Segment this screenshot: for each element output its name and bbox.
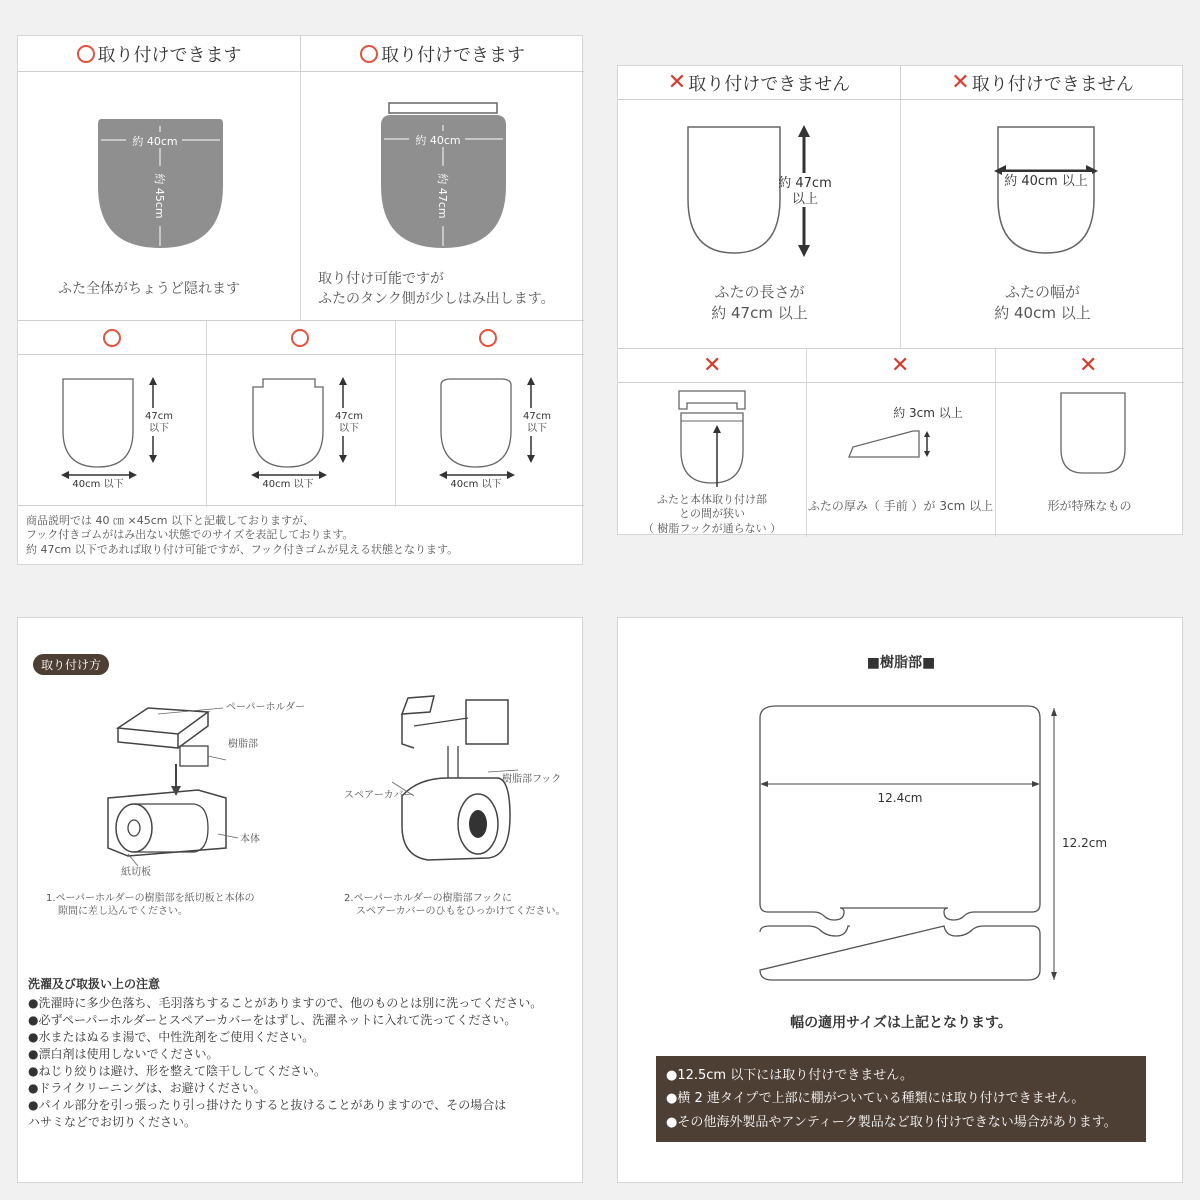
ok-note-2: フック付きゴムがはみ出ない状態でのサイズを表記しております。 <box>26 528 354 542</box>
label-main-body: 本体 <box>240 834 260 845</box>
resin-note: ●その他海外製品やアンティーク製品など取り付けできない場合があります。 <box>666 1114 1117 1130</box>
ng-wide-lid <box>988 121 1108 261</box>
small-shape-3 <box>431 371 571 491</box>
small-height-label: 47cm <box>523 411 551 422</box>
ok-divider <box>300 72 301 320</box>
ng-gap-caption-3: （ 樹脂フックが通らない ） <box>642 521 782 535</box>
bullet-icon: ● <box>28 996 39 1011</box>
ng-caption-right-2: 約 40cm 以上 <box>994 304 1091 322</box>
small-height-unit: 以下 <box>149 423 169 434</box>
ng-caption-left-2: 約 47cm 以上 <box>711 304 808 322</box>
left-height-label: 約 45cm <box>153 173 166 219</box>
care-item: ●パイル部分を引っ張ったり引っ掛けたりすると抜けることがありますので、その場合は <box>28 1098 507 1113</box>
small-shape-1 <box>53 371 193 491</box>
care-item-continued: ハサミなどでお切りください。 <box>28 1115 197 1130</box>
step2-line-1: 2.ペーパーホルダーの樹脂部フックに <box>344 893 512 904</box>
bullet-icon: ● <box>28 1013 39 1028</box>
care-item: ●ねじり絞りは避け、形を整えて陰干ししてください。 <box>28 1064 327 1079</box>
care-item: ●漂白剤は使用しないでください。 <box>28 1047 219 1062</box>
resin-height-label: 12.2cm <box>1062 836 1108 850</box>
bullet-icon: ● <box>28 1098 39 1113</box>
resin-width-label: 12.4cm <box>877 791 923 805</box>
bullet-icon: ● <box>666 1068 678 1083</box>
ng-gap-caption-2: との間が狭い <box>679 507 745 521</box>
resin-panel <box>617 617 1183 1183</box>
install-step1-diagram <box>98 698 308 888</box>
right-height-label: 約 47cm <box>436 173 449 219</box>
fit-ok-panel <box>17 35 583 565</box>
small-height-unit: 以下 <box>527 423 547 434</box>
ng-thick-diagram <box>843 399 983 469</box>
bullet-icon: ● <box>666 1114 678 1130</box>
small-width-label: 40cm 以下 <box>262 479 314 490</box>
ok-header-left-label: 取り付けできます <box>97 44 242 66</box>
small-width-label: 40cm 以下 <box>450 479 502 490</box>
cross-ng-icon: ✕ <box>703 353 722 378</box>
install-step2-text <box>344 892 566 918</box>
ng-caption-right-1: ふたの幅が <box>1004 283 1080 301</box>
resin-diagram <box>748 698 1068 998</box>
ng-gap-caption <box>618 493 806 536</box>
ng-special-caption: 形が特殊なもの <box>1047 499 1132 513</box>
seat-diagram-fit <box>93 116 228 256</box>
ng-header-left <box>618 66 901 100</box>
ok-caption-left: ふた全体がちょうど隠れます <box>58 281 240 297</box>
ok-notes <box>26 514 576 557</box>
label-paper-holder: ペーパーホルダー <box>226 702 306 713</box>
care-section <box>28 976 576 1131</box>
seat-diagram-overhang <box>376 101 511 256</box>
cross-ng-icon: ✕ <box>667 69 687 95</box>
circle-ok-icon <box>360 45 378 63</box>
cross-ng-icon: ✕ <box>951 69 970 95</box>
ng-header-left-label: 取り付けできません <box>688 73 851 95</box>
bullet-icon: ● <box>666 1091 678 1107</box>
ok-header-left <box>18 36 301 72</box>
ok-small-grid <box>18 320 584 506</box>
small-shape-2 <box>243 371 383 491</box>
small-width-label: 40cm 以下 <box>72 479 124 490</box>
install-step1-text <box>46 892 255 918</box>
care-title: 洗濯及び取扱い上の注意 <box>28 977 161 991</box>
ok-header-right-label: 取り付けできます <box>381 44 525 66</box>
ng-gap-caption-1: ふたと本体取り付け部 <box>657 493 767 506</box>
ng-length-label: 約 47cm <box>778 176 832 191</box>
circle-ok-icon <box>77 45 95 63</box>
label-spare-cover: スペアーカバー <box>344 790 414 801</box>
install-badge: 取り付け方 <box>33 654 109 675</box>
ng-special-diagram <box>1053 389 1133 479</box>
resin-notes-box <box>656 1056 1146 1142</box>
care-item: ●ドライクリーニングは、お避けください。 <box>28 1081 266 1096</box>
install-panel <box>17 617 583 1183</box>
step1-line-1: 1.ペーパーホルダーの樹脂部を紙切板と本体の <box>46 893 255 904</box>
resin-title: ■樹脂部■ <box>866 655 936 671</box>
cross-ng-icon: ✕ <box>1079 353 1098 378</box>
step2-line-2: スペアーカバーのひもをひっかけてください。 <box>356 906 566 917</box>
care-item: ●洗濯時に多少色落ち、毛羽落ちすることがありますので、他のものとは別に洗ってください。 <box>28 996 543 1011</box>
circle-ok-icon <box>291 329 309 347</box>
left-width-label: 約 40cm <box>132 135 178 148</box>
ok-caption-right-2: ふたのタンク側が少しはみ出します。 <box>318 291 555 307</box>
step1-line-2: 隙間に差し込んでください。 <box>58 906 188 917</box>
label-resin-part: 樹脂部 <box>228 739 258 750</box>
care-item: ●水またはぬるま湯で、中性洗剤をご使用ください。 <box>28 1030 315 1045</box>
ok-note-1: 商品説明では 40 ㎝ ×45cm 以下と記載しておりますが、 <box>26 514 314 527</box>
circle-ok-icon <box>103 329 121 347</box>
ng-caption-left-1: ふたの長さが <box>714 283 805 301</box>
ok-caption-right-1: 取り付け可能ですが <box>318 271 444 287</box>
ok-note-3: 約 47cm 以下であれば取り付け可能ですが、フック付きゴムが見える状態となります。 <box>26 542 459 556</box>
ng-thickness-label: 約 3cm 以上 <box>893 406 963 420</box>
ng-gap-diagram <box>673 387 753 487</box>
bullet-icon: ● <box>28 1030 39 1045</box>
bullet-icon: ● <box>28 1047 39 1062</box>
ng-width-label: 約 40cm 以上 <box>1004 174 1088 189</box>
ng-thick-caption: ふたの厚み（ 手前 ）が 3cm 以上 <box>807 499 994 513</box>
care-item: ●必ずペーパーホルダーとスペアーカバーをはずし、洗濯ネットに入れて洗ってください。 <box>28 1013 517 1028</box>
fit-ng-panel <box>617 65 1183 535</box>
small-height-label: 47cm <box>145 411 173 422</box>
right-width-label: 約 40cm <box>415 134 461 147</box>
circle-ok-icon <box>479 329 497 347</box>
bullet-icon: ● <box>28 1064 39 1079</box>
small-height-label: 47cm <box>335 411 363 422</box>
small-height-unit: 以下 <box>339 423 359 434</box>
ng-header-right-label: 取り付けできません <box>971 73 1134 95</box>
resin-caption: 幅の適用サイズは上記となります。 <box>790 1015 1012 1031</box>
resin-note: ●12.5cm 以下には取り付けできません。 <box>666 1068 914 1083</box>
ng-header-right <box>901 66 1184 100</box>
ng-length-unit: 以上 <box>791 192 819 207</box>
label-resin-hook: 樹脂部フック <box>502 774 562 785</box>
ng-caption-right <box>901 282 1184 324</box>
ok-header-right <box>301 36 584 72</box>
ng-caption-left <box>618 282 901 324</box>
label-paper-plate: 紙切板 <box>121 867 151 878</box>
bullet-icon: ● <box>28 1081 39 1096</box>
resin-note: ●横 2 連タイプで上部に棚がついている種類には取り付けできません。 <box>666 1091 1085 1107</box>
cross-ng-icon: ✕ <box>891 353 910 378</box>
ng-small-grid <box>618 348 1184 536</box>
ng-long-lid <box>678 121 838 261</box>
